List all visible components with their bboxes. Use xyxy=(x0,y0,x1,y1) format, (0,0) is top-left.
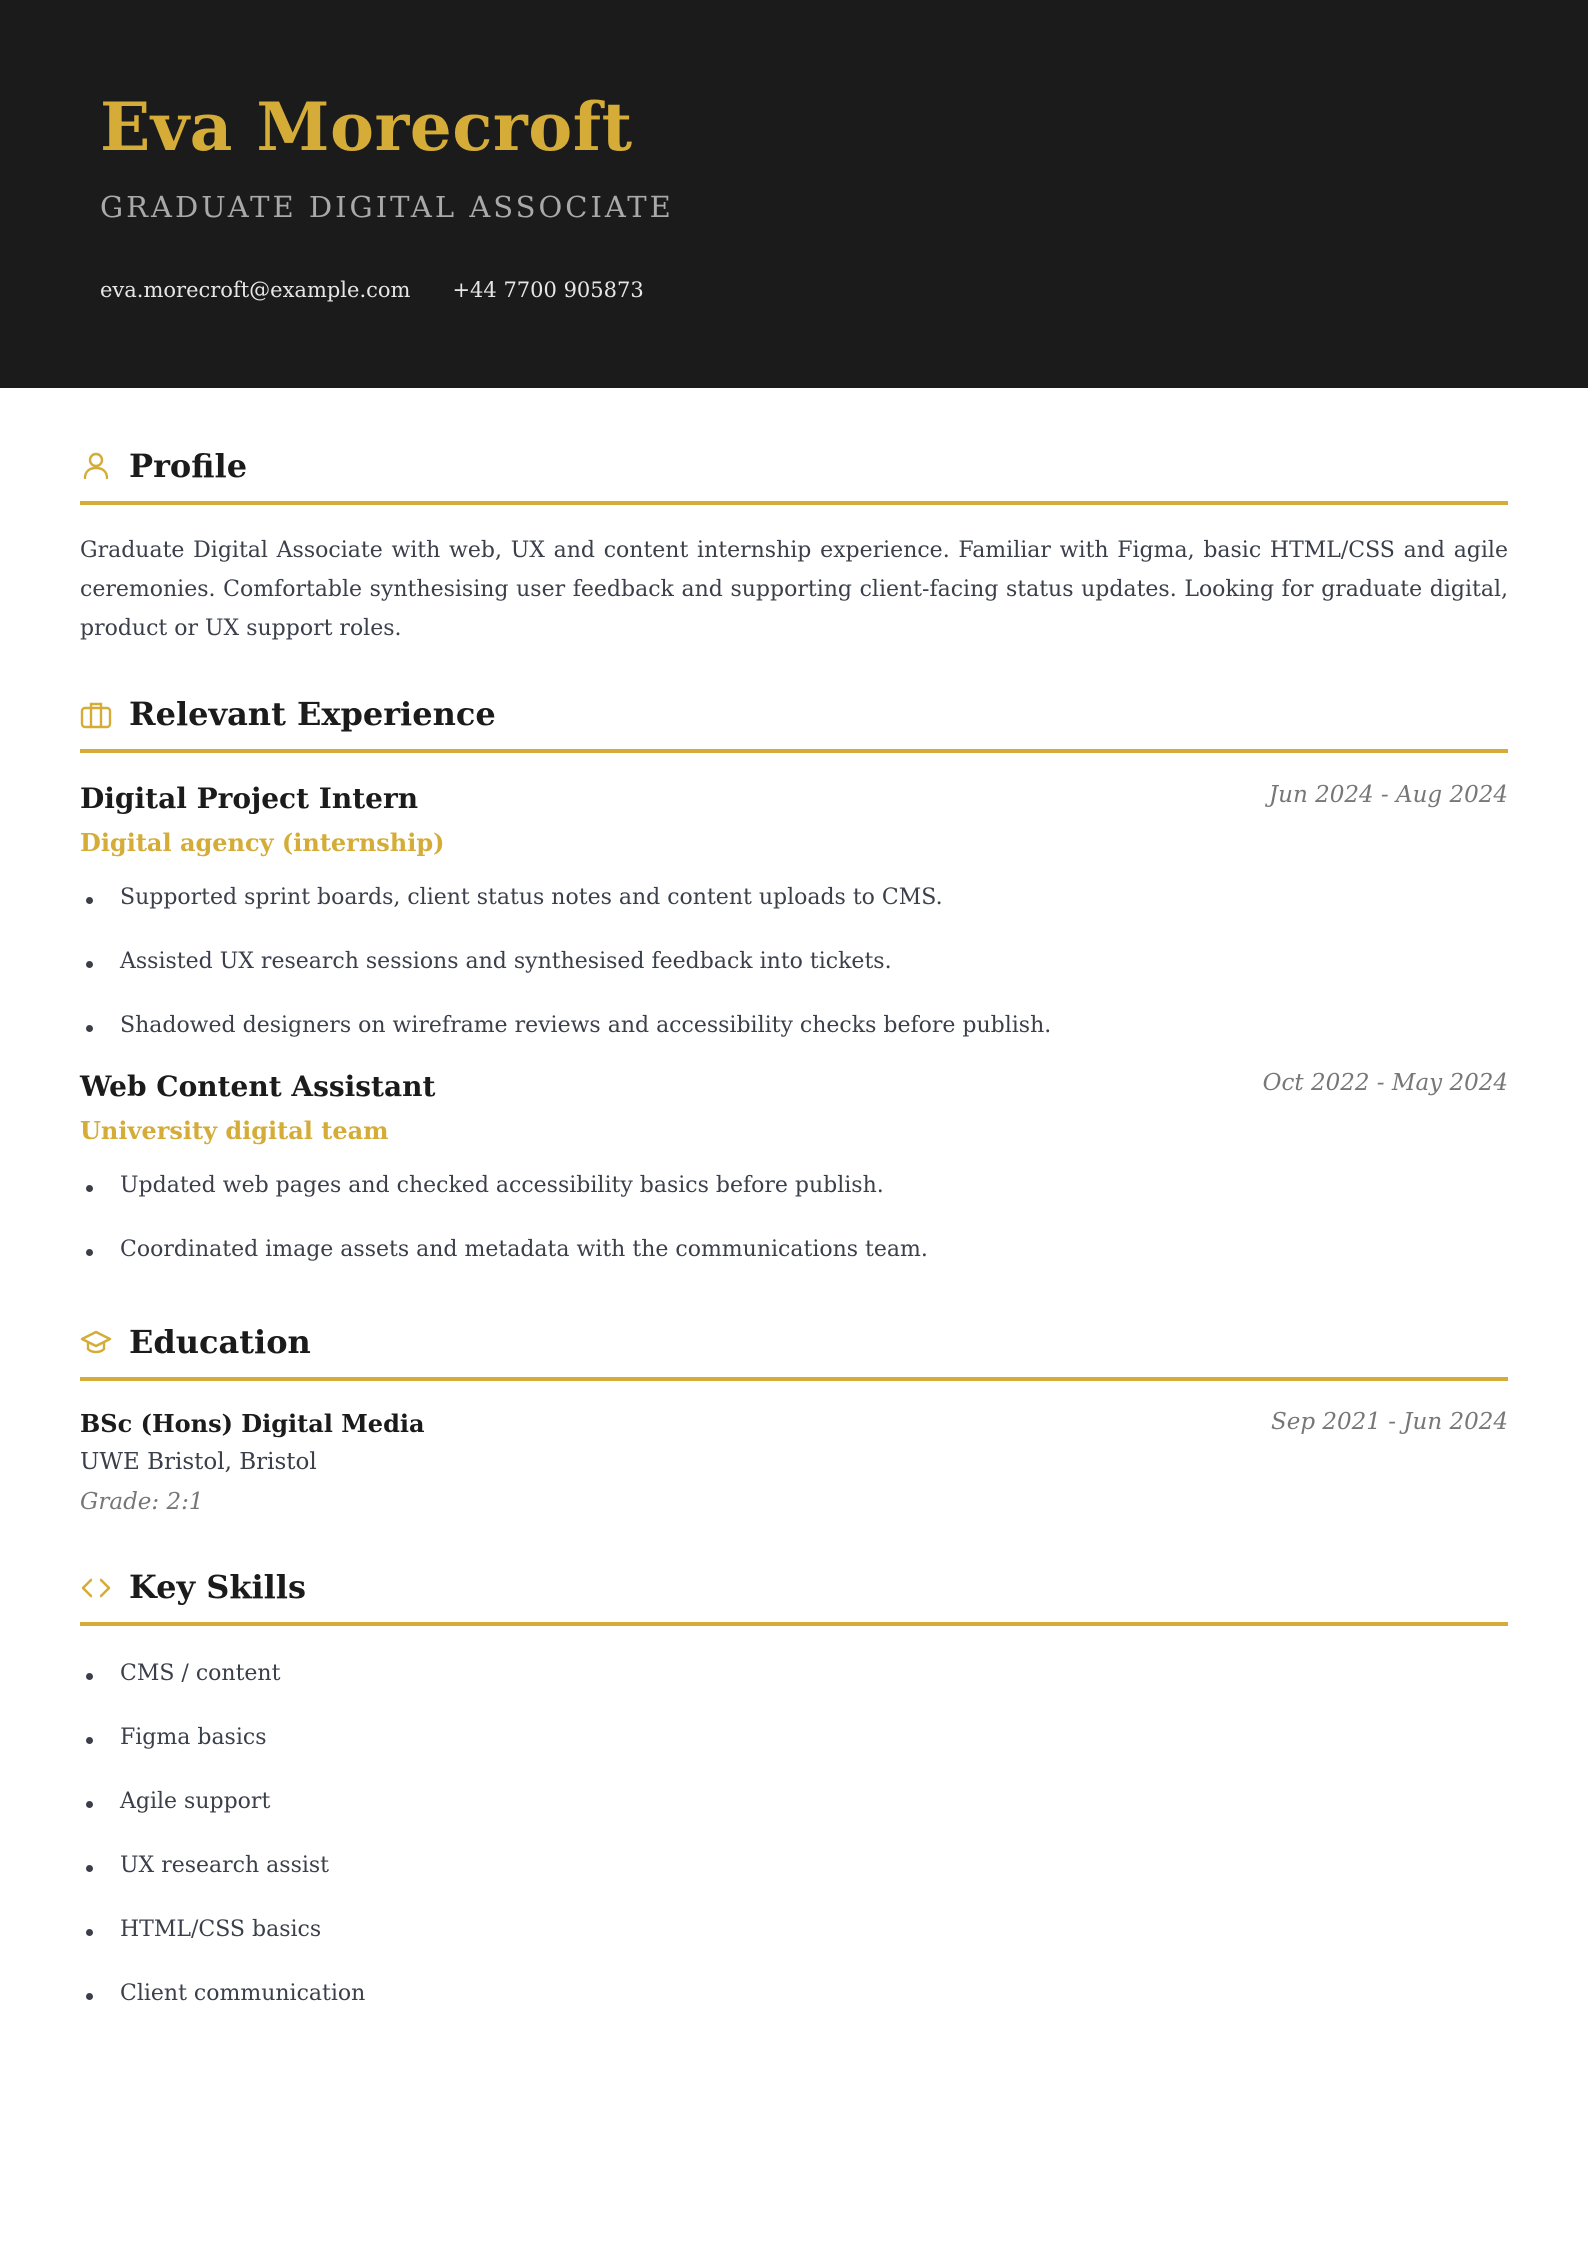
section-education-header xyxy=(80,1321,1508,1381)
profile-summary: Graduate Digital Associate with web, UX and content internship experience. Familiar with Figma, basic HTML/CSS and agile ceremonies. Comfortable synthesising user feedback and supporting client-facing status updates. Looking for graduate digital, product or UX support roles. xyxy=(80,538,1508,641)
skill-item: HTML/CSS basics xyxy=(120,1917,322,1942)
job-title: Web Content Assistant xyxy=(80,1070,436,1103)
skill-item: Agile support xyxy=(120,1789,271,1814)
skill-item: UX research assist xyxy=(120,1853,330,1878)
section-title: Key Skills xyxy=(129,1568,306,1606)
section-experience-header xyxy=(80,693,1508,753)
code-icon xyxy=(80,1572,112,1604)
skill-item: Client communication xyxy=(120,1981,366,2006)
education-grade: Grade: 2:1 xyxy=(80,1489,204,1515)
section-skills-header xyxy=(80,1566,1508,1626)
candidate-role: GRADUATE DIGITAL ASSOCIATE xyxy=(100,190,674,224)
job-organization: Digital agency (internship) xyxy=(80,828,445,857)
briefcase-icon xyxy=(80,699,112,731)
person-icon xyxy=(80,451,112,483)
list-item: Assisted UX research sessions and synthesised feedback into tickets. xyxy=(120,949,892,974)
job-dates: Oct 2022 - May 2024 xyxy=(1262,1070,1508,1096)
section-profile-header xyxy=(80,445,1508,505)
candidate-name: Eva Morecroft xyxy=(100,88,633,166)
section-title: Education xyxy=(129,1323,311,1361)
job-dates: Jun 2024 - Aug 2024 xyxy=(1268,782,1508,808)
phone-link[interactable]: +44 7700 905873 xyxy=(452,278,644,302)
list-item: Updated web pages and checked accessibility basics before publish. xyxy=(120,1173,884,1198)
email-link[interactable]: eva.morecroft@example.com xyxy=(100,278,411,302)
section-title: Relevant Experience xyxy=(129,695,496,733)
job-title: Digital Project Intern xyxy=(80,782,419,815)
list-item: Coordinated image assets and metadata with the communications team. xyxy=(120,1237,928,1262)
list-item: Shadowed designers on wireframe reviews and accessibility checks before publish. xyxy=(120,1013,1052,1038)
skill-item: CMS / content xyxy=(120,1661,281,1686)
contact-info xyxy=(100,278,644,302)
education-dates: Sep 2021 - Jun 2024 xyxy=(1270,1409,1508,1435)
list-item: Supported sprint boards, client status notes and content uploads to CMS. xyxy=(120,885,943,910)
job-organization: University digital team xyxy=(80,1116,389,1145)
resume-header xyxy=(0,0,1588,388)
graduation-cap-icon xyxy=(80,1327,112,1359)
education-school: UWE Bristol, Bristol xyxy=(80,1449,317,1475)
education-degree: BSc (Hons) Digital Media xyxy=(80,1409,425,1438)
section-title: Profile xyxy=(129,447,248,485)
skill-item: Figma basics xyxy=(120,1725,267,1750)
